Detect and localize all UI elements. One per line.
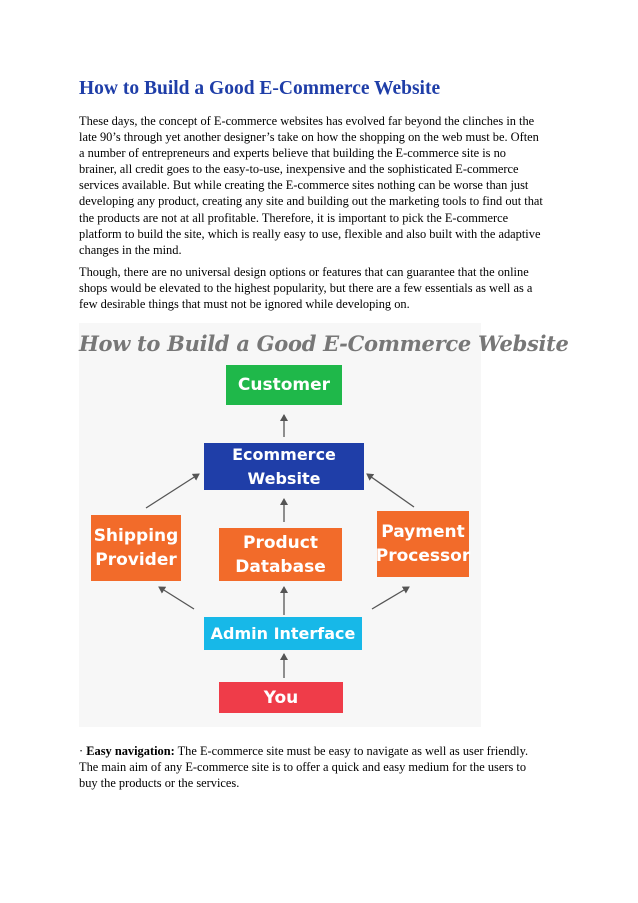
bullet: · bbox=[79, 744, 84, 758]
shipping-provider-box bbox=[91, 515, 181, 581]
arrow-shipping-to-ecommerce bbox=[146, 474, 199, 508]
paragraph-line: Though, there are no universal design options or features that can guarantee that the online bbox=[79, 265, 529, 279]
paragraph-line: few desirable things that must not be ignored while developing on. bbox=[79, 297, 410, 312]
shipping-provider-label bbox=[94, 524, 179, 572]
payment-processor-label bbox=[376, 520, 470, 568]
you-label: You bbox=[263, 687, 299, 708]
arrow-payment-to-ecommerce bbox=[367, 474, 414, 507]
second-paragraph bbox=[79, 264, 569, 312]
paragraph-line: shops would be elevated to the highest popularity, but there are a few essentials as well as a bbox=[79, 281, 533, 296]
paragraph-line: buy the products or the services. bbox=[79, 776, 240, 791]
processor-line: Processor bbox=[375, 546, 471, 566]
payment-processor-box bbox=[377, 511, 469, 577]
paragraph-line: brainer, all credit goes to the easy-to-use, inexpensive and the sophisticated E-commerce bbox=[79, 162, 519, 177]
paragraph-line: services available. But while creating the E-commerce sites nothing can be worse than just bbox=[79, 178, 529, 193]
paragraph-line: a number of entrepreneurs and experts believe that building the E-commerce site is no bbox=[79, 146, 506, 161]
diagram-title: How to Build a Good E-Commerce Website bbox=[79, 331, 569, 356]
paragraph-line: changes in the mind. bbox=[79, 242, 182, 257]
provider-line: Provider bbox=[95, 550, 177, 570]
arrow-admin-to-shipping bbox=[159, 587, 194, 609]
easy-navigation-paragraph bbox=[79, 743, 569, 791]
page-title: How to Build a Good E-Commerce Website bbox=[79, 78, 441, 99]
product-database-label bbox=[235, 531, 325, 579]
customer-box bbox=[226, 365, 342, 405]
ecommerce-website-box bbox=[204, 443, 364, 490]
paragraph-text: The E-commerce site must be easy to navigate as well as user friendly. bbox=[174, 744, 529, 758]
admin-interface-box bbox=[204, 617, 362, 650]
paragraph-line: These days, the concept of E-commerce websites has evolved far beyond the clinches in the bbox=[79, 114, 535, 128]
paragraph-line: platform to build the site, which is really easy to use, flexible and also built with the adaptive bbox=[79, 226, 541, 241]
ecommerce-diagram-image bbox=[79, 323, 569, 727]
arrow-admin-to-payment bbox=[372, 587, 409, 609]
paragraph-line: the products are not at all profitable. Therefore, it is important to pick the E-commerce bbox=[79, 210, 509, 225]
paragraph-line bbox=[79, 743, 569, 759]
customer-label: Customer bbox=[237, 375, 331, 395]
paragraph-line: developing any product, creating any site and building out the marketing tools to find out that bbox=[79, 194, 543, 209]
ecommerce-website-label: Ecommerce Website bbox=[232, 444, 336, 488]
intro-paragraph bbox=[79, 113, 569, 258]
admin-interface-label: Admin Interface bbox=[210, 623, 356, 643]
easy-navigation-heading: Easy navigation: bbox=[86, 744, 175, 758]
payment-line: Payment bbox=[381, 522, 465, 542]
you-box bbox=[219, 682, 343, 713]
paragraph-line: The main aim of any E-commerce site is to offer a quick and easy medium for the users to bbox=[79, 760, 527, 775]
product-line: Product bbox=[242, 532, 318, 553]
product-database-box bbox=[219, 528, 342, 581]
shipping-line: Shipping bbox=[93, 526, 179, 546]
database-line: Database bbox=[235, 556, 326, 577]
paragraph-line: late 90’s through yet another designer’s take on how the shopping on the web must be. Often bbox=[79, 130, 539, 145]
